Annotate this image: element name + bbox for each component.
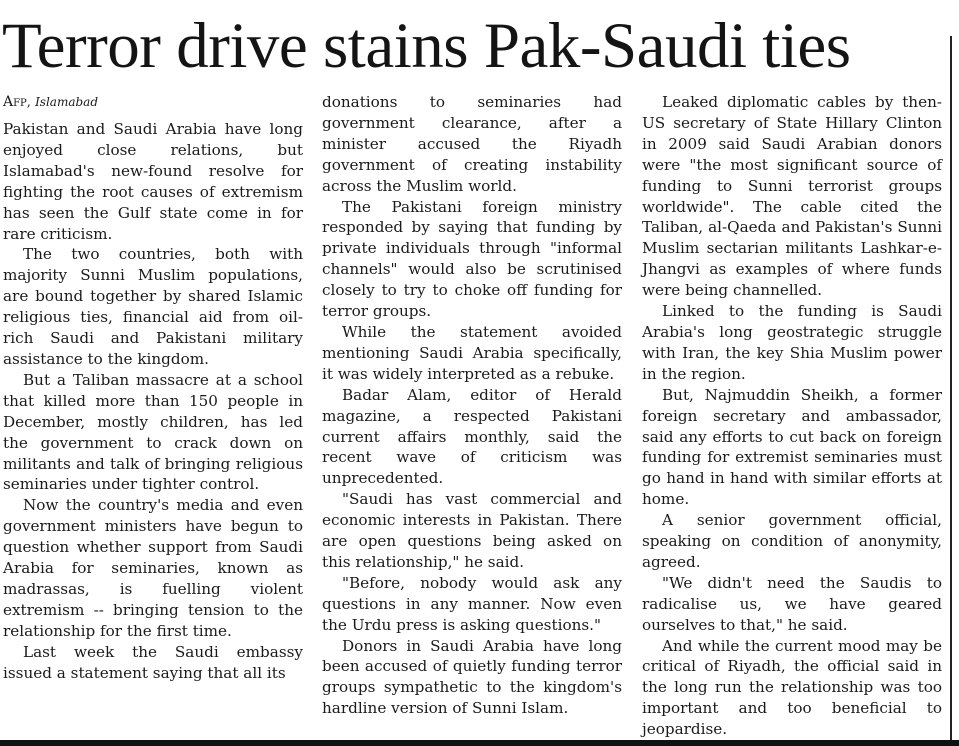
paragraph: The Pakistani foreign ministry responded by saying that funding by private individuals through "informal channels" would also be scrutinised closely to try to choke off funding for terror groups. — [322, 197, 622, 321]
byline-place: Islamabad — [35, 95, 99, 109]
paragraph: "Saudi has vast commercial and economic interests in Pakistan. There are open questions being asked on this relationship," he said. — [322, 490, 622, 571]
paragraph: Now the country's media and even government ministers have begun to question whether support from Saudi Arabia for seminaries, known as madrassas, is fuelling violent extremism -- bringing tension to the relationship for the first time. — [3, 496, 303, 640]
paragraph: A senior government official, speaking on condition of anonymity, agreed. — [642, 511, 942, 571]
byline-separator: , — [26, 95, 31, 110]
paragraph: Pakistan and Saudi Arabia have long enjoyed close relations, but Islamabad's new-found resolve for fighting the root causes of extremism has seen the Gulf state come in for rare criticism. — [3, 120, 303, 243]
paragraph: donations to seminaries had government clearance, after a minister accused the Riyadh government of creating instability across the Muslim world. — [322, 93, 622, 195]
byline-agency: Afp — [3, 94, 27, 110]
paragraph: "Before, nobody would ask any questions in any manner. Now even the Urdu press is asking questions." — [322, 573, 622, 634]
paragraph: Leaked diplomatic cables by then-US secretary of State Hillary Clinton in 2009 said Saudi Arabian donors were "the most significant source of funding to Sunni terrorist groups worldwide". The cable cited the Taliban, al-Qaeda and Pakistan's Sunni Muslim sectarian militants Lashkar-e-Jhangvi as examples of where funds were being channelled. — [642, 93, 942, 300]
paragraph: Badar Alam, editor of Herald magazine, a respected Pakistani current affairs monthly, said the recent wave of criticism was unprecedented. — [322, 385, 622, 488]
paragraph: Donors in Saudi Arabia have long been accused of quietly funding terror groups sympathetic to the kingdom's hardline version of Sunni Islam. — [322, 636, 622, 718]
paragraph: And while the current mood may be critical of Riyadh, the official said in the long run the relationship was too important and too beneficial to jeopardise. — [642, 636, 942, 739]
article-column-1 — [3, 92, 303, 683]
article-column-3 — [642, 92, 942, 740]
bottom-border — [0, 740, 959, 746]
paragraph: The two countries, both with majority Sunni Muslim populations, are bound together by shared Islamic religious ties, financial aid from oil-rich Saudi and Pakistani military assistance to the kingdom. — [3, 245, 303, 368]
headline: Terror drive stains Pak-Saudi ties — [2, 10, 851, 82]
article-column-2 — [322, 92, 622, 719]
paragraph: "We didn't need the Saudis to radicalise us, we have geared ourselves to that," he said. — [642, 573, 942, 634]
paragraph: While the statement avoided mentioning Saudi Arabia specifically, it was widely interpreted as a rebuke. — [322, 322, 622, 383]
byline — [3, 92, 303, 113]
paragraph: Last week the Saudi embassy issued a statement saying that all its — [3, 642, 303, 682]
paragraph: But a Taliban massacre at a school that killed more than 150 people in December, mostly children, has led the government to crack down on militants and talk of bringing religious seminaries under tighter control. — [3, 370, 303, 494]
paragraph: But, Najmuddin Sheikh, a former foreign secretary and ambassador, said any efforts to cut back on foreign funding for extremist seminaries must go hand in hand with similar efforts at home. — [642, 385, 942, 509]
column-rule — [950, 36, 952, 742]
paragraph: Linked to the funding is Saudi Arabia's long geostrategic struggle with Iran, the key Shia Muslim power in the region. — [642, 302, 942, 383]
